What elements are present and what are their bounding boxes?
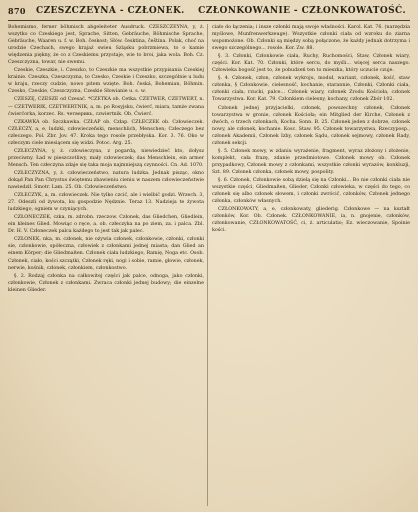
entry-paragraph: CZKAWKA ob. Szczkawka. CZŁAP ob. Człap. CZŁECZEK ob. Człowieczek. CZŁECZY, a, e, ludzki, człowieczeński, menschlich, Menschen; Człeczego bez człeczego. Pol. Zbr. Jov. 47. Kroka tego rosole przebłyska. Kor. 3. 76. Oko w człeczym ciele miesiącem się widzi. Potoc. Arg. 25. [8, 119, 204, 146]
page-number: 870 [8, 6, 26, 16]
right-running-title: CZŁONKOWANIE - CZŁONKOWATOŚĆ. [198, 6, 406, 16]
entry-paragraph: CZŁECZYNA, y, ż. człowieczyna, z pogardą, niewiedzieć kto, dołysz przeciwny. Ład w pieszczotliwy, mały człowieczek; das Menschlein, ein armer Mensch. Ten człeczyna zdaje się taka moja najmniejszą czynności. Cn. Ad. 1070. [8, 148, 204, 168]
entry-paragraph: §. 6. Członek, Członkowie sobą dzielą się na Członki... Bo nie członki ciała nie wszystkie części, Gliedmaßen, Glieder, Członki człowieka, w części do tego, co członek się albo członek słowem, i członki zwrócić, członków, Członek jednego członka, członków własnych. [212, 177, 410, 205]
entry-paragraph: §. 4. Członek, człon, członek wykroju, moduł, wariant, członek, kość, staw członka, § Członkowie, cielesność, kochanie, starannie, Członki, Członki ciała, członki ciała, rzucki, palce... Członek wiary, członek Zrodu Kościoła, członek Towarzystwa. Kor. Kat. 79. Członkiem cielesny, kochany, członek Zbór 102. [212, 76, 410, 103]
entry-paragraph: Członek jednej przyjacielki, członek, powszechny członek, Członek towarzystwa w gronie, członek Kościoła; ein Mitglied der Kirche, Członek z dwóch, o trzech członkach, Kocha. Sonn. B. 25. Członek jeden z dobrze, członek nowy, ale członek, kochanie. Kosc. Staw. 95. Członek towarzystwa, Rzeczyposp., członek Akademii, Członek Izby, członek Sądu, członek sejmowy, członek Rady, członek sekcji. [212, 105, 410, 146]
entry-paragraph: §. 2. Rodzaj członka na całkowitej części jak palce, odnoga, jako członki, członkowie, Członek z członkami. Zwraca członki jednej budowy; die einzelne kleinen Glieder. [8, 273, 204, 293]
entry-paragraph: ciało do łączenia; i insze członki mają swoje właśności. Karol. Kat. 76. (narzędzia myślowe, Munfrenwerkzeuge). Wszystkie członki ciała od wzroku do ziarna wspomożone. Ob. Członki są między sobą połączone, że każdy jednak dotrzyma i swego szczególnego... rosole. Kor. Zw. 88. [212, 25, 410, 52]
entry-paragraph: Czeskie, Czeszkie, i. Czeszko, to Czeszkie ma wszystkie przypisania Czeskiej krainie. Czeszka, Czeszczyzna, to Czesko, Czeskie i Czeszko, szczególnie u ludu w kraju, rzeczy cudzie, nowo pitem wzięte. Boh. česká, Bohemian, Böhmin. Czesko, Czeskie, Czeszczyzna, Czeskie Słowianie u. s. w. [8, 68, 204, 95]
column-divider [207, 24, 208, 506]
entry-paragraph: CZŁONEK, nka, m. członek, nie ożywia członek, członkowie, członki, członki sie, członkowie, spółeczna, człowiek z członkami jednej miasta; dan Glied an einem Körper; die Gliedmaßen. Członek ciała ludzkiego, Ramię, Noga etc. Osob. Członek, ciało, kości szczątki, Członek ręki, nogi i sobie, ramie, głowie, członek, nerwie, kośnik, członek, członkiem, członkostwo. [8, 237, 204, 271]
entry-paragraph: §. 3. Członki, Członkowie ciała, Ruchy, Ruchomości, Staw, Członek wiary, części. Kor. Kat. 70. Członki, które sercu, do myśli... więcej serca naszego. Człowieka bogość jest to, że pobudzeń ten to mieszka, który uczucie czuje. [212, 54, 410, 74]
entry-paragraph: CZŁECZYK, a, m. człowieczek. Nie tylko czcić, ale i wielbić godzi. Wrzech. 3, 27. Odeszli od żywota, ku gospodzie Nędznie. Teraz 13. Nadzieja te żywota ludzkiego, ogniem w czyniących. [8, 193, 204, 213]
left-column [8, 24, 204, 508]
entry-paragraph: Bohemismo, ferner böhmisch abgeleiteter Ausdruck. CZESZCZEYNA, y, ż. wszytko co Czeskiego jest, Sprache, Sitten, Gebräuche, Böhmische Sprache, Gebräuche, Waaren u. f. w. Boh. českost; Słów. česktina, čeština. Polak, choć na urodzie Czechach, swego krajaż swieu Szląsku pobrzmiewa, to o kamie więdzenia piękny, że co z Czeskiemu przystaje, wie to broi, jaka wola. Boh. Cz. Czeszczyzna, towar, nie swemu. [8, 25, 204, 66]
header-rule [8, 20, 410, 21]
entry-paragraph: CZŁONKOWATY, a, e, członkowaty, gliederig. Członkowe — na kształt członków, Kor. Ob. Członek. CZŁONKOWANIE, ia, n. gnojenie, członków, członkowanie, CZŁONKOWATOŚĆ, ci, ż. articulatio; Ez. wieczowanie, Spoinie kości. [212, 207, 410, 234]
left-running-title: CZESZCZEYNA - CZŁONEK. [36, 6, 185, 16]
entry-paragraph: CZŁONECZEK, czka, m. zdrobn. rzeczow. Członek, das Gliedchen, Gliedlein, ein kleines Glied. Mowiąc o ręce, a. ob. człeczyka na po ziem, za. i palca. Zbl. Dr. H. V. Członeczek palca każdego to jest tak jak palec. [8, 215, 204, 235]
entry-paragraph: CZESZĘ, CZESZE od Czesać. *CZETKA ob. Cetka. CZETWER, CZETWERT, n. — CZETWERIK, CZETWERTNIK, a, m. po Rosyjsku, ćwierć, miara, tamże zwana ćwierćorka, korzec. Rs. четверикь, czwiertnik. Ob. Ćwierć. [8, 97, 204, 117]
entry-paragraph: CZŁECZYZNA, y, ż. człowieczeństwo, natura ludzka. Jednak pisząc, okno dokąd Pan Pan Chrystus świętemu zbawieniu cieniu w naszem człowieczeństwie nawiedził. Smotr. Lam. 25. Ob. Człowieczeństwo. [8, 170, 204, 191]
right-column [212, 24, 410, 508]
running-header [8, 5, 410, 19]
entry-paragraph: §. 5. Członek mowy, w zdaniu wyrażenie, fragment, wyraz złożony i złożenie, komplekt, cała frazę, zdanie przedmiotowe. Członek mowy ob. Członek przypadkowy, Członek mowy z członkami, wszystkie członki wyrazów, konkluzji, Szt. 89. Członek członka, członek mowy, pospolity. [212, 148, 410, 175]
